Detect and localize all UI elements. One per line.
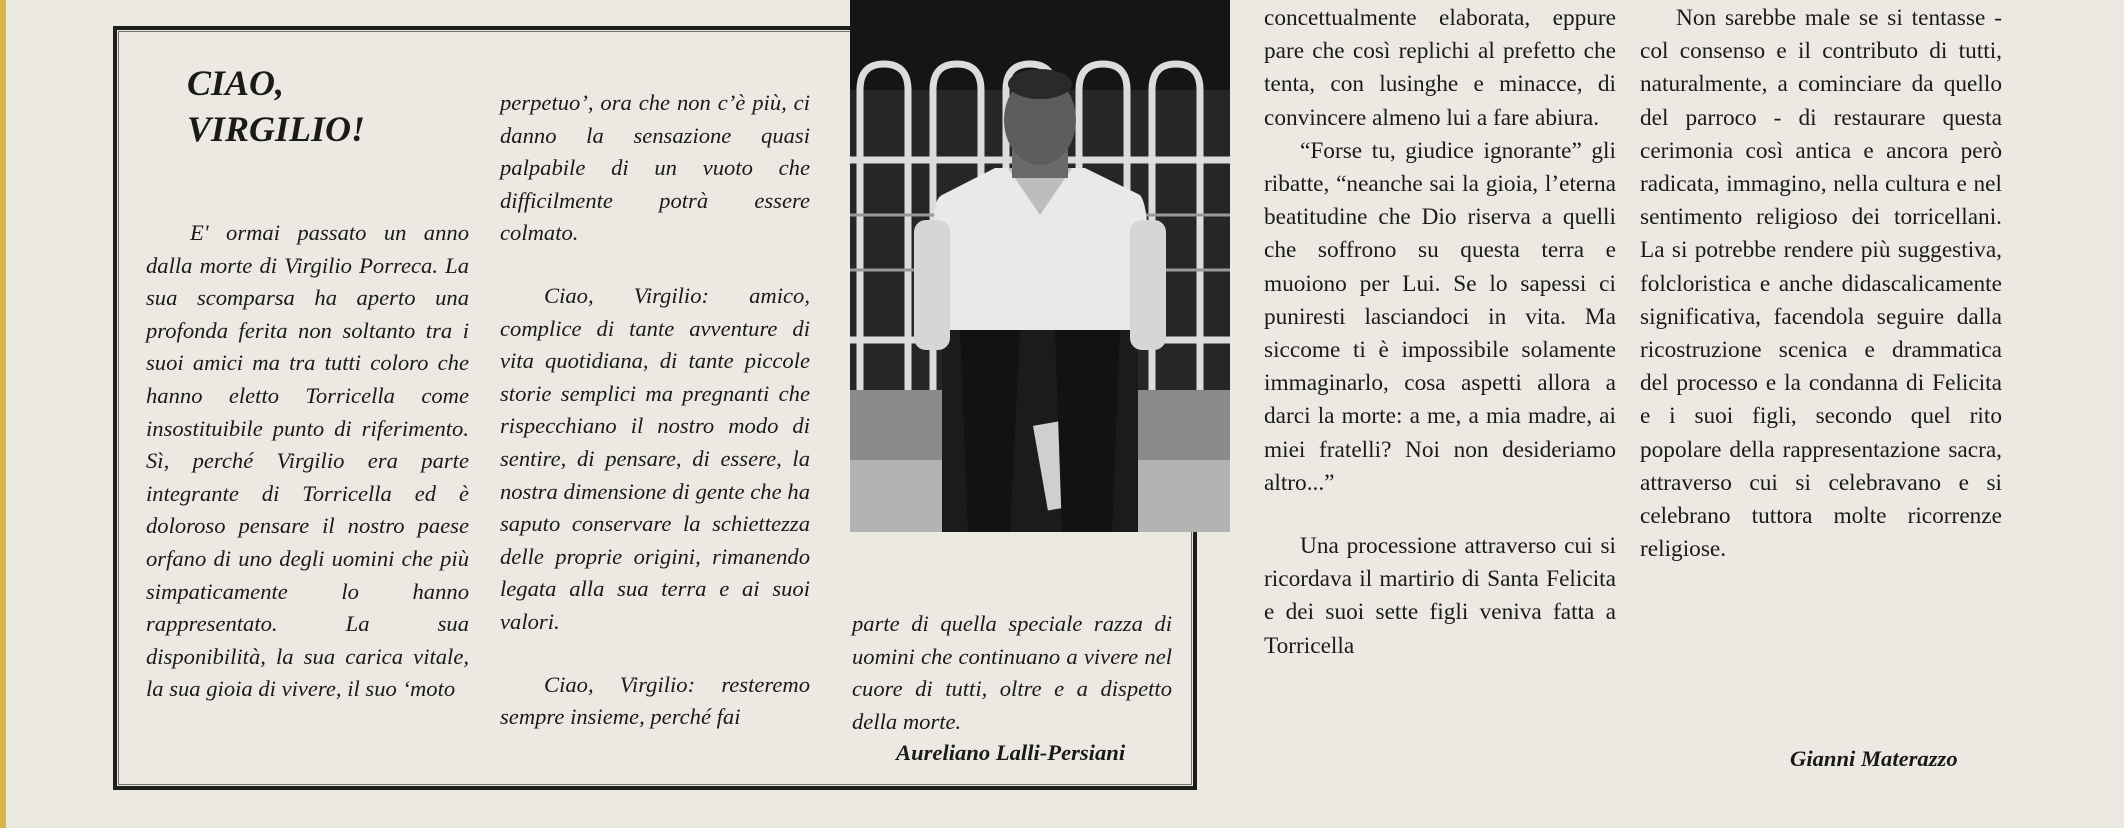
page-edge-strip — [0, 0, 6, 828]
paragraph: parte di quella speciale razza di uomini che continuano a vivere nel cuore di tutti, oltre e a dispetto della morte. — [852, 611, 1172, 734]
article-column-5 — [1640, 2, 2002, 566]
article-column-1 — [146, 217, 469, 706]
author-signature: Gianni Materazzo — [1790, 746, 1958, 771]
paragraph: Ciao, Virgilio: amico, complice di tante avventure di vita quotidiana, di tante piccole storie semplici ma pregnanti che rispecchiano il nostro modo di sentire, di pensare, di essere, la nostra dimensione di gente che ha saputo conservare la schiettezza delle proprie origini, rimanendo legata alla sua terra e ai suoi valori. — [500, 282, 810, 634]
paragraph: concettualmente elaborata, eppure pare che così replichi al prefetto che tenta, con lusinghe e minacce, di convincere almeno lui a fare abiura. — [1264, 5, 1616, 131]
paragraph: Non sarebbe male se si tentasse - col consenso e il contributo di tutti, naturalmente, a cominciare da quello del parroco - di restaurare questa cerimonia così antica e ancora però radicata, immagino, nella cultura e nel sentimento religioso dei torricellani. La si potrebbe rendere più suggestiva, folcloristica e anche didascalicamente significativa, facendola seguire dalla ricostruzione scenica e drammatica del processo e la condanna di Felicita e i suoi figli, secondo quel rito popolare della rappresentazione sacra, attraverso cui si celebravano e si celebrano tuttora molte ricorrenze religiose. — [1640, 5, 2002, 563]
portrait-photo — [850, 0, 1230, 532]
paragraph: Una processione attraverso cui si ricordava il martirio di Santa Felicita e dei suoi sette figli veniva fatta a Torricella — [1264, 533, 1616, 659]
article-column-4 — [1264, 2, 1616, 663]
paragraph: E' ormai passato un anno dalla morte di Virgilio Porreca. La sua scomparsa ha aperto una profonda ferita non soltanto tra i suoi amici ma tra tutti coloro che hanno eletto Torricella come insostituibile punto di riferimento. Sì, perché Virgilio era parte integrante di Torricella ed è doloroso pensare il nostro paese orfano di uno degli uomini che più simpaticamente lo hanno rappresentato. La sua disponibilità, la sua carica vitale, la sua gioia di vivere, il suo ‘moto — [146, 220, 469, 702]
article-column-2 — [500, 87, 810, 734]
paragraph: Ciao, Virgilio: resteremo sempre insieme, perché fai — [500, 671, 810, 730]
paragraph: perpetuo’, ora che non c’è più, ci danno la sensazione quasi palpabile di un vuoto che difficilmente potrà essere colmato. — [500, 90, 810, 246]
paragraph: “Forse tu, giudice ignorante” gli ribatte, “neanche sai la gioia, l’eterna beatitudine che Dio riserva a quelli che soffrono su questa terra e muoiono per Lui. Se lo sapessi ci puniresti lasciandoci in vita. Ma siccome ti è impossibile solamente immaginarlo, cosa aspetti allora a darci la morte: a me, a mia madre, ai miei fratelli? Noi non desideriamo altro...” — [1264, 137, 1616, 496]
author-signature: Aureliano Lalli-Persiani — [896, 740, 1126, 765]
article-column-3 — [852, 608, 1172, 738]
article-title: CIAO, VIRGILIO! — [187, 63, 366, 149]
